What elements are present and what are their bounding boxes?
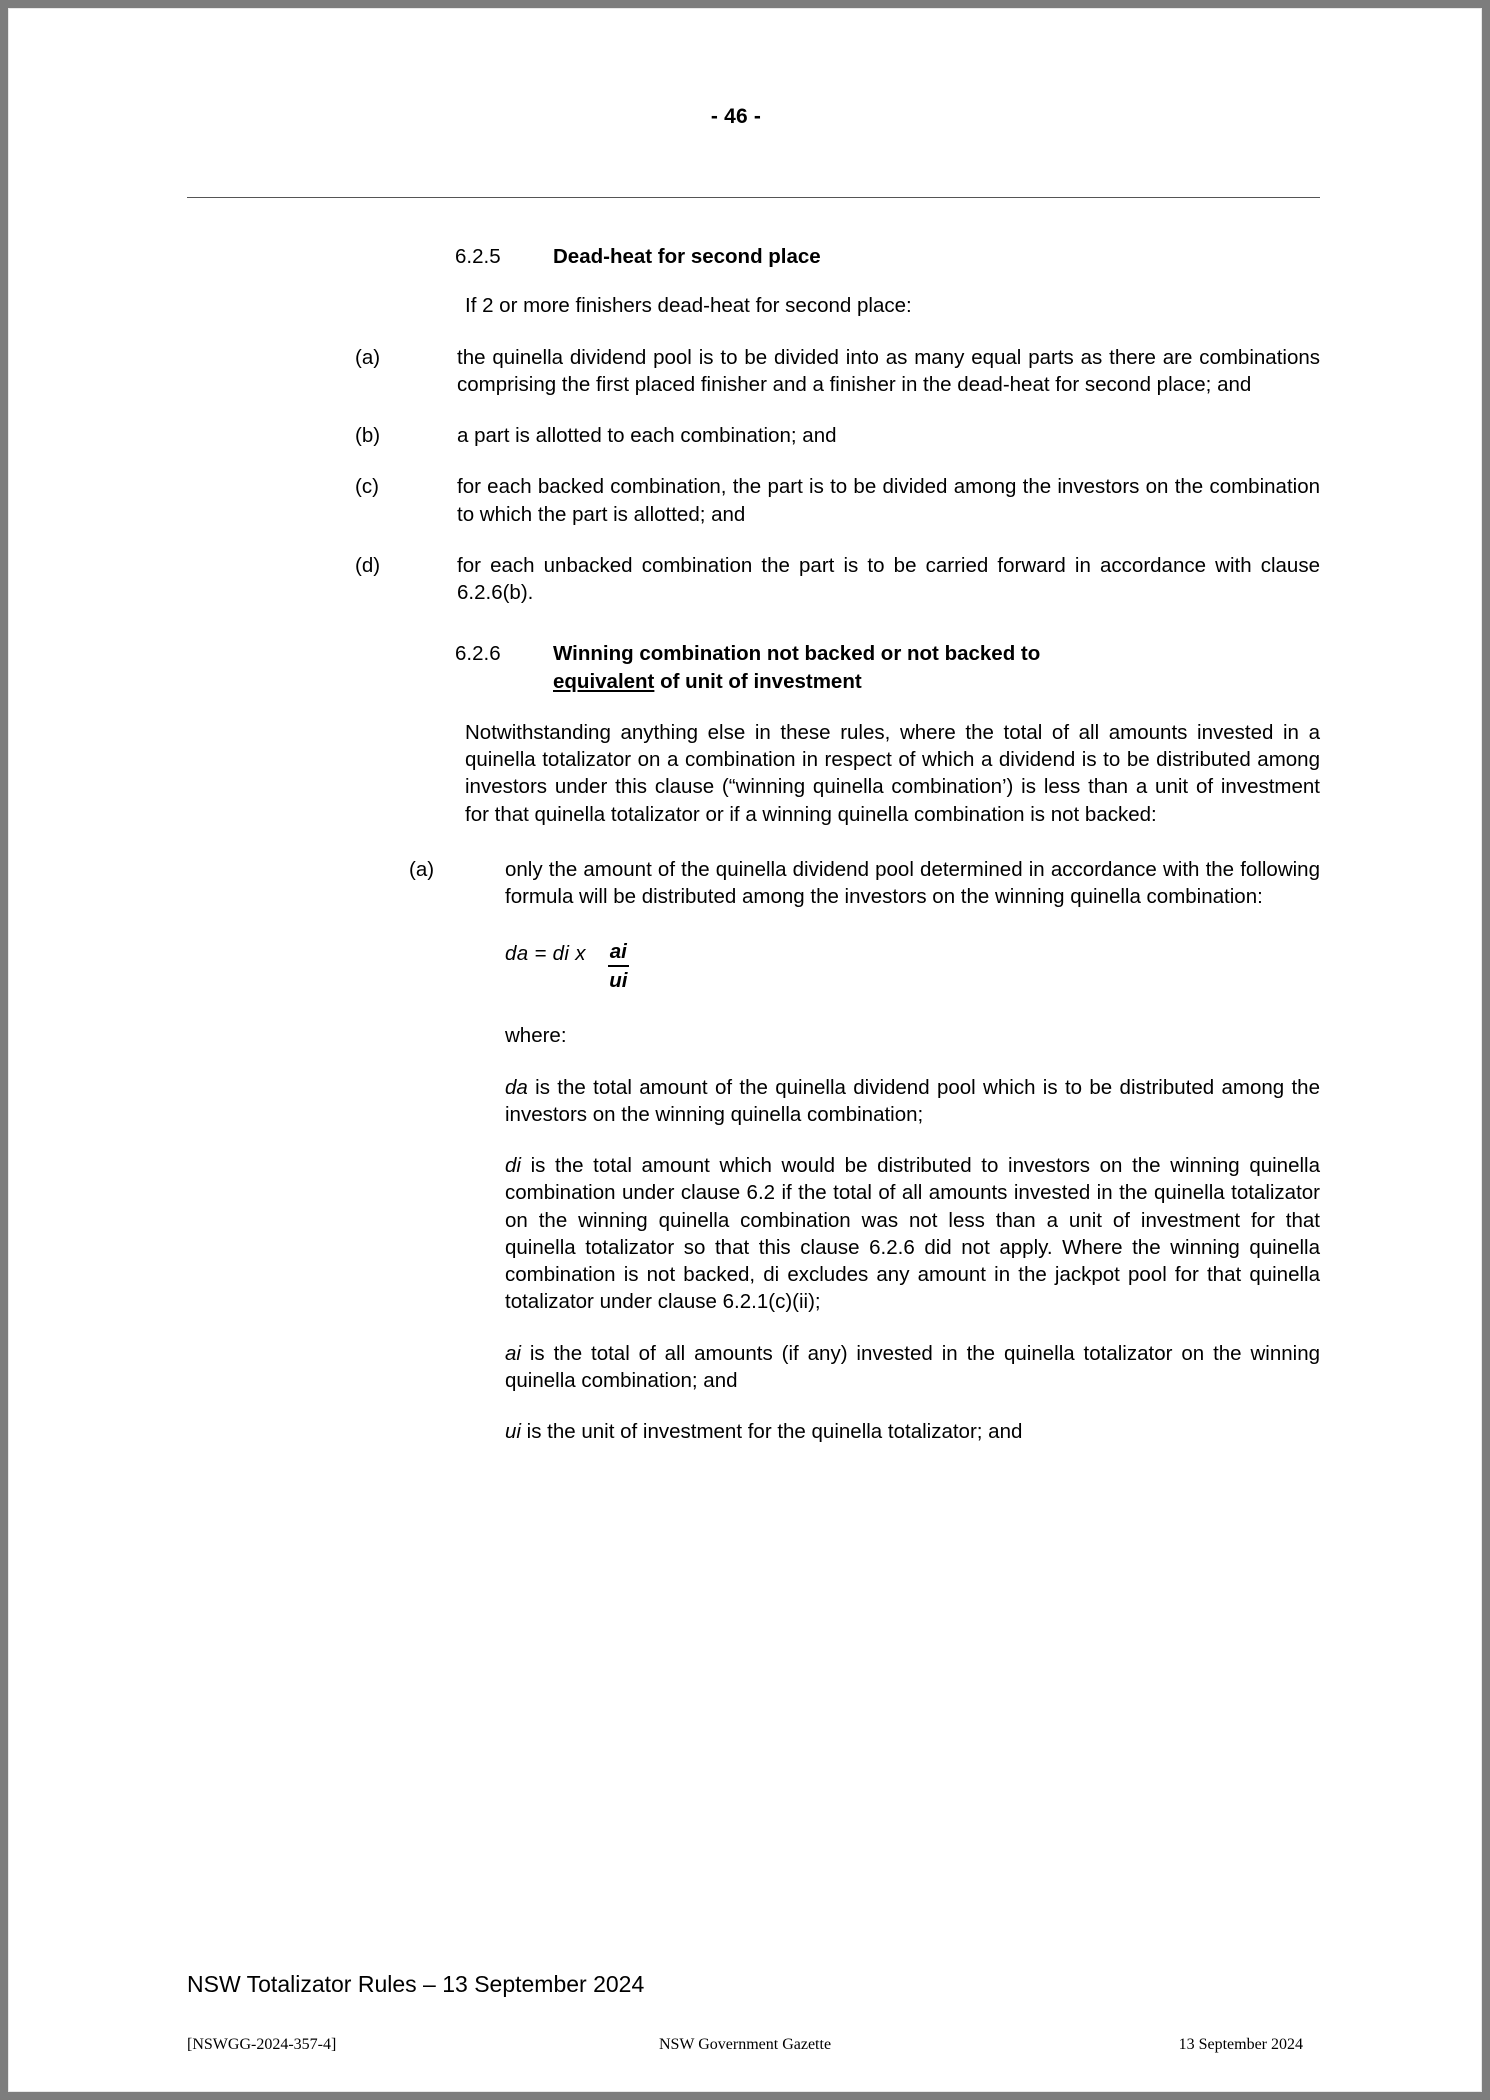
clause-number-6-2-5: 6.2.5 — [455, 245, 501, 268]
list-text: only the amount of the quinella dividend pool determined in accordance with the following formula will be distributed among the investors on the winning quinella combination: — [505, 857, 1320, 908]
list-marker: (a) — [355, 345, 381, 369]
definition-ui — [505, 1418, 1320, 1445]
clause-title-6-2-6-line2-underlined: equivalent — [553, 669, 655, 693]
document-page — [8, 8, 1482, 2092]
header-divider — [187, 197, 1320, 198]
list-item — [187, 344, 1320, 399]
list-text: for each backed combination, the part is to be divided among the investors on the combination to which the part is allotted; and — [457, 475, 1320, 526]
footer-publication: NSW Government Gazette — [658, 2036, 832, 2053]
list-text: a part is allotted to each combination; and — [457, 424, 837, 447]
clause-title-6-2-6-line1: Winning combination not backed or not backed to — [553, 642, 1041, 666]
definition-term-da: da — [505, 1075, 528, 1099]
footer-date: 13 September 2024 — [1178, 2036, 1303, 2053]
formula-fraction — [608, 940, 629, 992]
gazette-footer — [187, 2036, 1303, 2054]
clause-title-6-2-5: Dead-heat for second place — [553, 245, 821, 268]
definition-di — [505, 1152, 1320, 1316]
footer-reference: [NSWGG-2024-357-4] — [187, 2036, 337, 2053]
document-footer-title: NSW Totalizator Rules – 13 September 2024 — [187, 1971, 645, 1997]
clause-title-6-2-6-line2-rest: of unit of investment — [660, 669, 862, 693]
list-item — [187, 473, 1320, 528]
list-item — [187, 422, 1320, 449]
list-marker: (c) — [355, 475, 379, 499]
list-marker: (a) — [409, 857, 435, 881]
formula-denominator: ui — [609, 968, 628, 992]
clause-number-6-2-6: 6.2.6 — [455, 642, 501, 666]
list-item — [187, 856, 1320, 911]
definition-da — [505, 1074, 1320, 1129]
definition-term-ai: ai — [505, 1341, 521, 1365]
list-text: for each unbacked combination the part is to be carried forward in accordance with clause 6.2.6(b). — [457, 553, 1320, 604]
definition-text-ui: is the unit of investment for the quinella totalizator; and — [520, 1420, 1023, 1444]
page-number-label: - 46 - — [710, 105, 762, 128]
clause-6-2-6-body: Notwithstanding anything else in these rules, where the total of all amounts invested in a quinella totalizator on a combination in respect of which a dividend is to be distributed among investors under this clause (“winning quinella combination’) is less than a unit of investment for that quinella totalizator or if a winning quinella combination is not backed: — [465, 720, 1320, 826]
formula-left-hand-side: da = di x — [505, 942, 586, 966]
list-marker: (b) — [355, 424, 381, 447]
clause-6-2-5-intro: If 2 or more finishers dead-heat for second place: — [465, 294, 912, 318]
definition-term-ui: ui — [505, 1420, 521, 1444]
list-marker: (d) — [355, 553, 381, 577]
definition-term-di: di — [505, 1154, 521, 1178]
dividend-formula — [505, 940, 1320, 992]
clause-title-6-2-6 — [553, 640, 1320, 695]
list-text: the quinella dividend pool is to be divided into as many equal parts as there are combinations comprising the first placed finisher and a finisher in the dead-heat for second place; and — [457, 345, 1320, 396]
definition-text-da: is the total amount of the quinella dividend pool which is to be distributed among the investors on the winning quinella combination; — [505, 1075, 1320, 1126]
definition-ai — [505, 1340, 1320, 1395]
clause-heading-6-2-6 — [187, 640, 1320, 695]
definition-text-ai: is the total of all amounts (if any) invested in the quinella totalizator on the winning quinella combination; and — [505, 1341, 1320, 1392]
where-label: where: — [505, 1024, 567, 1048]
definition-text-di: is the total amount which would be distributed to investors on the winning quinella combination under clause 6.2 if the total of all amounts invested in the quinella totalizator on the winning quinella combination was not less than a unit of investment for that quinella totalizator so that this clause 6.2.6 did not apply. Where the winning quinella combination is not backed, di excludes any amount in the jackpot pool for that quinella totalizator under clause 6.2.1(c)(ii); — [505, 1154, 1320, 1314]
document-body — [187, 221, 1320, 1445]
clause-heading-6-2-5 — [187, 243, 1320, 270]
formula-numerator: ai — [608, 940, 629, 967]
page-number — [9, 105, 1481, 129]
list-item — [187, 552, 1320, 607]
